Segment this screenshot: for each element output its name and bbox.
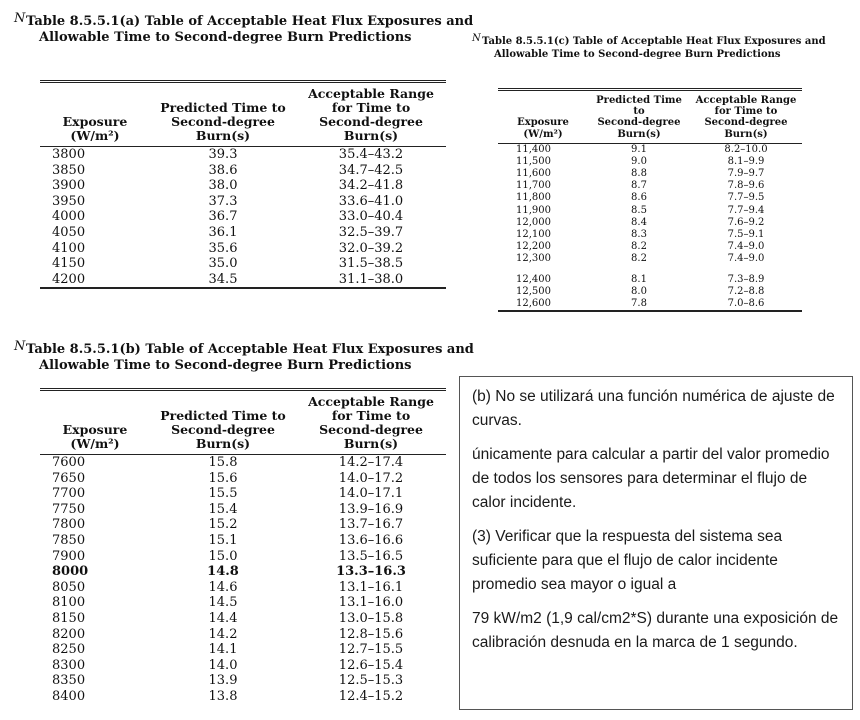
predicted-time-cell: 8.4 [631, 216, 647, 228]
exposure-cell: 4100 [52, 240, 86, 256]
exposure-cell: 11,700 [516, 180, 551, 192]
table-row [498, 286, 802, 298]
table-row [498, 241, 802, 253]
acceptable-range-cell: 7.4–9.0 [727, 241, 765, 253]
exposure-cell: 3950 [52, 193, 86, 209]
table-row [40, 627, 446, 643]
acceptable-range-cell: 13.9–16.9 [338, 501, 404, 517]
table-b-marker: N [14, 339, 26, 354]
predicted-time-cell: 8.5 [631, 204, 647, 216]
table-row [498, 266, 802, 286]
acceptable-range-cell: 12.4–15.2 [338, 688, 404, 704]
table-row [40, 241, 446, 257]
predicted-time-cell: 8.1 [631, 273, 647, 285]
exposure-cell: 7600 [52, 455, 86, 471]
table-c-title [472, 33, 826, 61]
predicted-time-cell: 38.6 [208, 162, 238, 178]
exposure-cell: 11,600 [516, 168, 551, 180]
table-row [40, 595, 446, 611]
predicted-time-cell: 35.0 [208, 256, 238, 272]
exposure-cell: 7700 [52, 486, 86, 502]
table-a-block [14, 11, 474, 287]
predicted-time-cell: 8.8 [631, 168, 647, 180]
table-row [40, 455, 446, 471]
acceptable-range-cell: 7.4–9.0 [727, 253, 765, 265]
table-row [40, 658, 446, 674]
predicted-time-cell: 36.7 [208, 209, 238, 225]
predicted-time-header: Predicted Time to Second-degree Burn(s) [150, 86, 296, 147]
exposure-cell: 8150 [52, 610, 86, 626]
exposure-cell: 8100 [52, 595, 86, 611]
acceptable-range-cell: 13.1–16.1 [338, 579, 404, 595]
predicted-time-cell: 37.3 [208, 193, 238, 209]
table-row [40, 147, 446, 163]
table-a-title-line1: Table 8.5.5.1(a) Table of Acceptable Heat Flux Exposures and [26, 14, 474, 29]
table-row [498, 253, 802, 265]
table-row [40, 163, 446, 179]
exposure-cell: 7850 [52, 533, 86, 548]
table-c-title-line2: Allowable Time to Second-degree Burn Predictions [494, 48, 781, 60]
predicted-time-cell: 9.0 [631, 155, 647, 167]
table-row [498, 193, 802, 205]
table-row [40, 256, 446, 272]
predicted-time-cell: 14.6 [208, 579, 238, 595]
exposure-cell: 7800 [52, 517, 86, 533]
acceptable-range-header: Acceptable Range for Time to Second-degree Burn(s) [296, 86, 446, 147]
exposure-cell: 3850 [52, 162, 86, 178]
table-row [40, 517, 446, 533]
table-row [40, 689, 446, 705]
table-row [40, 471, 446, 487]
acceptable-range-cell: 32.5–39.7 [338, 225, 404, 240]
table-row [498, 298, 802, 311]
predicted-time-cell: 14.2 [208, 626, 238, 642]
table-c-marker: N [472, 33, 481, 44]
acceptable-range-cell: 7.7–9.4 [727, 204, 765, 216]
table-row [40, 564, 446, 580]
acceptable-range-cell: 7.6–9.2 [727, 216, 765, 228]
predicted-time-header: Predicted Time to Second-degree Burn(s) [150, 394, 296, 455]
exposure-cell: 8400 [52, 688, 86, 704]
table-a-title [14, 11, 474, 46]
predicted-time-cell: 13.8 [208, 688, 238, 704]
exposure-cell: 12,000 [516, 216, 551, 228]
note-paragraph-3: (3) Verificar que la respuesta del sistema sea suficiente para que el flujo de calor incidente promedio sea mayor o igual a [472, 528, 783, 593]
table-a-top-rule [40, 80, 446, 83]
acceptable-range-cell: 12.7–15.5 [338, 642, 404, 658]
predicted-time-cell: 15.8 [208, 455, 238, 471]
acceptable-range-cell: 14.0–17.2 [338, 470, 404, 486]
exposure-cell: 12,200 [516, 241, 551, 253]
predicted-time-cell: 14.0 [208, 657, 238, 673]
predicted-time-cell: 13.9 [208, 673, 238, 689]
acceptable-range-cell: 13.3–16.3 [336, 564, 406, 580]
table-row [40, 673, 446, 689]
table-row [40, 225, 446, 241]
predicted-time-cell: 15.6 [208, 470, 238, 486]
acceptable-range-cell: 7.9–9.7 [727, 168, 765, 180]
acceptable-range-header: Acceptable Range for Time to Second-degree Burn(s) [690, 94, 802, 143]
acceptable-range-cell: 14.2–17.4 [338, 455, 404, 471]
predicted-time-cell: 14.5 [208, 595, 238, 611]
acceptable-range-cell: 7.0–8.6 [727, 297, 765, 309]
table-a-header-row [40, 86, 446, 147]
table-row [40, 549, 446, 565]
table-row [40, 533, 446, 549]
predicted-time-cell: 35.6 [208, 240, 238, 256]
table-b-title [14, 339, 474, 374]
predicted-time-cell: 8.3 [631, 228, 647, 240]
table-b-top-rule [40, 388, 446, 391]
acceptable-range-cell: 13.1–16.0 [338, 595, 404, 611]
table-row [40, 272, 446, 289]
note-paragraph-1: (b) No se utilizará una función numérica de ajuste de curvas. [472, 388, 835, 429]
exposure-cell: 4050 [52, 225, 86, 240]
exposure-cell: 8300 [52, 657, 86, 673]
predicted-time-cell: 39.3 [208, 147, 238, 163]
exposure-cell: 3800 [52, 147, 86, 163]
acceptable-range-cell: 7.2–8.8 [727, 285, 765, 297]
predicted-time-cell: 8.7 [631, 180, 647, 192]
exposure-cell: 12,400 [516, 273, 551, 285]
acceptable-range-cell: 7.5–9.1 [727, 228, 765, 240]
exposure-cell: 7900 [52, 548, 86, 564]
predicted-time-cell: 34.5 [208, 271, 238, 287]
table-row [498, 229, 802, 241]
table-row [498, 205, 802, 217]
predicted-time-cell: 38.0 [208, 178, 238, 194]
table-a [40, 86, 446, 289]
table-b-title-line1: Table 8.5.5.1(b) Table of Acceptable Heat Flux Exposures and [26, 342, 474, 357]
table-row [40, 502, 446, 518]
table-a-title-line2: Allowable Time to Second-degree Burn Predictions [39, 30, 412, 45]
predicted-time-cell: 14.4 [208, 610, 238, 626]
predicted-time-cell: 15.4 [208, 501, 238, 517]
exposure-cell: 8000 [52, 564, 89, 580]
acceptable-range-cell: 8.1–9.9 [727, 155, 765, 167]
exposure-header: Exposure (W/m²) [40, 394, 150, 455]
table-b-block [14, 339, 474, 704]
table-row [40, 580, 446, 596]
exposure-cell: 11,900 [516, 204, 551, 216]
acceptable-range-cell: 12.6–15.4 [338, 657, 404, 673]
table-row [498, 168, 802, 180]
notes-box [459, 376, 853, 710]
table-c-title-line1: Table 8.5.5.1(c) Table of Acceptable Heat Flux Exposures and [482, 36, 826, 47]
note-paragraph-4: 79 kW/m2 (1,9 cal/cm2*S) durante una exposición de calibración desnuda en la marca de 1 segundo. [472, 610, 839, 651]
predicted-time-cell: 8.0 [631, 285, 647, 297]
predicted-time-cell: 14.8 [207, 564, 239, 580]
table-c [498, 94, 802, 312]
exposure-cell: 3900 [52, 178, 86, 194]
exposure-cell: 11,400 [516, 143, 551, 155]
predicted-time-header: Predicted Time to Second-degree Burn(s) [588, 94, 690, 143]
acceptable-range-cell: 32.0–39.2 [338, 240, 404, 256]
predicted-time-cell: 15.2 [208, 517, 238, 533]
exposure-cell: 4200 [52, 271, 86, 287]
exposure-cell: 12,500 [516, 285, 551, 297]
table-b [40, 394, 446, 705]
table-c-top-rule [498, 88, 802, 91]
exposure-cell: 7750 [52, 501, 86, 517]
acceptable-range-cell: 33.0–40.4 [338, 209, 404, 225]
acceptable-range-cell: 14.0–17.1 [338, 486, 404, 502]
exposure-cell: 8200 [52, 626, 86, 642]
acceptable-range-cell: 34.7–42.5 [338, 162, 404, 178]
exposure-header: Exposure (W/m²) [498, 94, 588, 143]
predicted-time-cell: 8.2 [631, 253, 647, 265]
note-paragraph-2: únicamente para calcular a partir del valor promedio de todos los sensores para determinar el flujo de calor incidente. [472, 446, 830, 511]
predicted-time-cell: 36.1 [208, 225, 238, 240]
acceptable-range-cell: 12.5–15.3 [338, 673, 404, 689]
exposure-cell: 8250 [52, 642, 86, 658]
exposure-cell: 4000 [52, 209, 86, 225]
table-row [40, 209, 446, 225]
predicted-time-cell: 7.8 [631, 297, 647, 309]
exposure-cell: 12,100 [516, 228, 551, 240]
acceptable-range-cell: 12.8–15.6 [338, 626, 404, 642]
exposure-cell: 12,600 [516, 297, 551, 309]
acceptable-range-cell: 35.4–43.2 [338, 147, 404, 163]
acceptable-range-cell: 13.7–16.7 [338, 517, 404, 533]
predicted-time-cell: 14.1 [208, 642, 238, 658]
exposure-header: Exposure (W/m²) [40, 86, 150, 147]
acceptable-range-cell: 34.2–41.8 [338, 178, 404, 194]
table-a-marker: N [14, 11, 26, 26]
exposure-cell: 11,800 [516, 192, 551, 204]
predicted-time-cell: 15.0 [208, 548, 238, 564]
table-row [498, 156, 802, 168]
acceptable-range-cell: 7.3–8.9 [727, 273, 765, 285]
acceptable-range-cell: 7.8–9.6 [727, 180, 765, 192]
table-row [40, 611, 446, 627]
table-row [498, 217, 802, 229]
predicted-time-cell: 8.2 [631, 241, 647, 253]
acceptable-range-cell: 13.0–15.8 [338, 610, 404, 626]
exposure-cell: 8350 [52, 673, 86, 689]
acceptable-range-cell: 13.5–16.5 [338, 548, 404, 564]
acceptable-range-cell: 31.5–38.5 [338, 256, 404, 272]
table-row [40, 178, 446, 194]
acceptable-range-header: Acceptable Range for Time to Second-degree Burn(s) [296, 394, 446, 455]
exposure-cell: 8050 [52, 579, 86, 595]
exposure-cell: 12,300 [516, 253, 551, 265]
acceptable-range-cell: 13.6–16.6 [338, 533, 404, 548]
table-b-header-row [40, 394, 446, 455]
table-row [498, 180, 802, 192]
table-b-title-line2: Allowable Time to Second-degree Burn Predictions [39, 358, 412, 373]
acceptable-range-cell: 7.7–9.5 [727, 192, 765, 204]
acceptable-range-cell: 8.2–10.0 [724, 143, 768, 155]
table-row [498, 143, 802, 156]
acceptable-range-cell: 33.6–41.0 [338, 193, 404, 209]
predicted-time-cell: 15.1 [208, 533, 238, 548]
table-c-header-row [498, 94, 802, 143]
table-row [40, 642, 446, 658]
table-row [40, 486, 446, 502]
exposure-cell: 4150 [52, 256, 86, 272]
acceptable-range-cell: 31.1–38.0 [338, 271, 404, 287]
exposure-cell: 7650 [52, 470, 86, 486]
predicted-time-cell: 8.6 [631, 192, 647, 204]
predicted-time-cell: 9.1 [631, 143, 647, 155]
exposure-cell: 11,500 [516, 155, 551, 167]
predicted-time-cell: 15.5 [208, 486, 238, 502]
table-row [40, 194, 446, 210]
table-c-block [472, 33, 826, 309]
